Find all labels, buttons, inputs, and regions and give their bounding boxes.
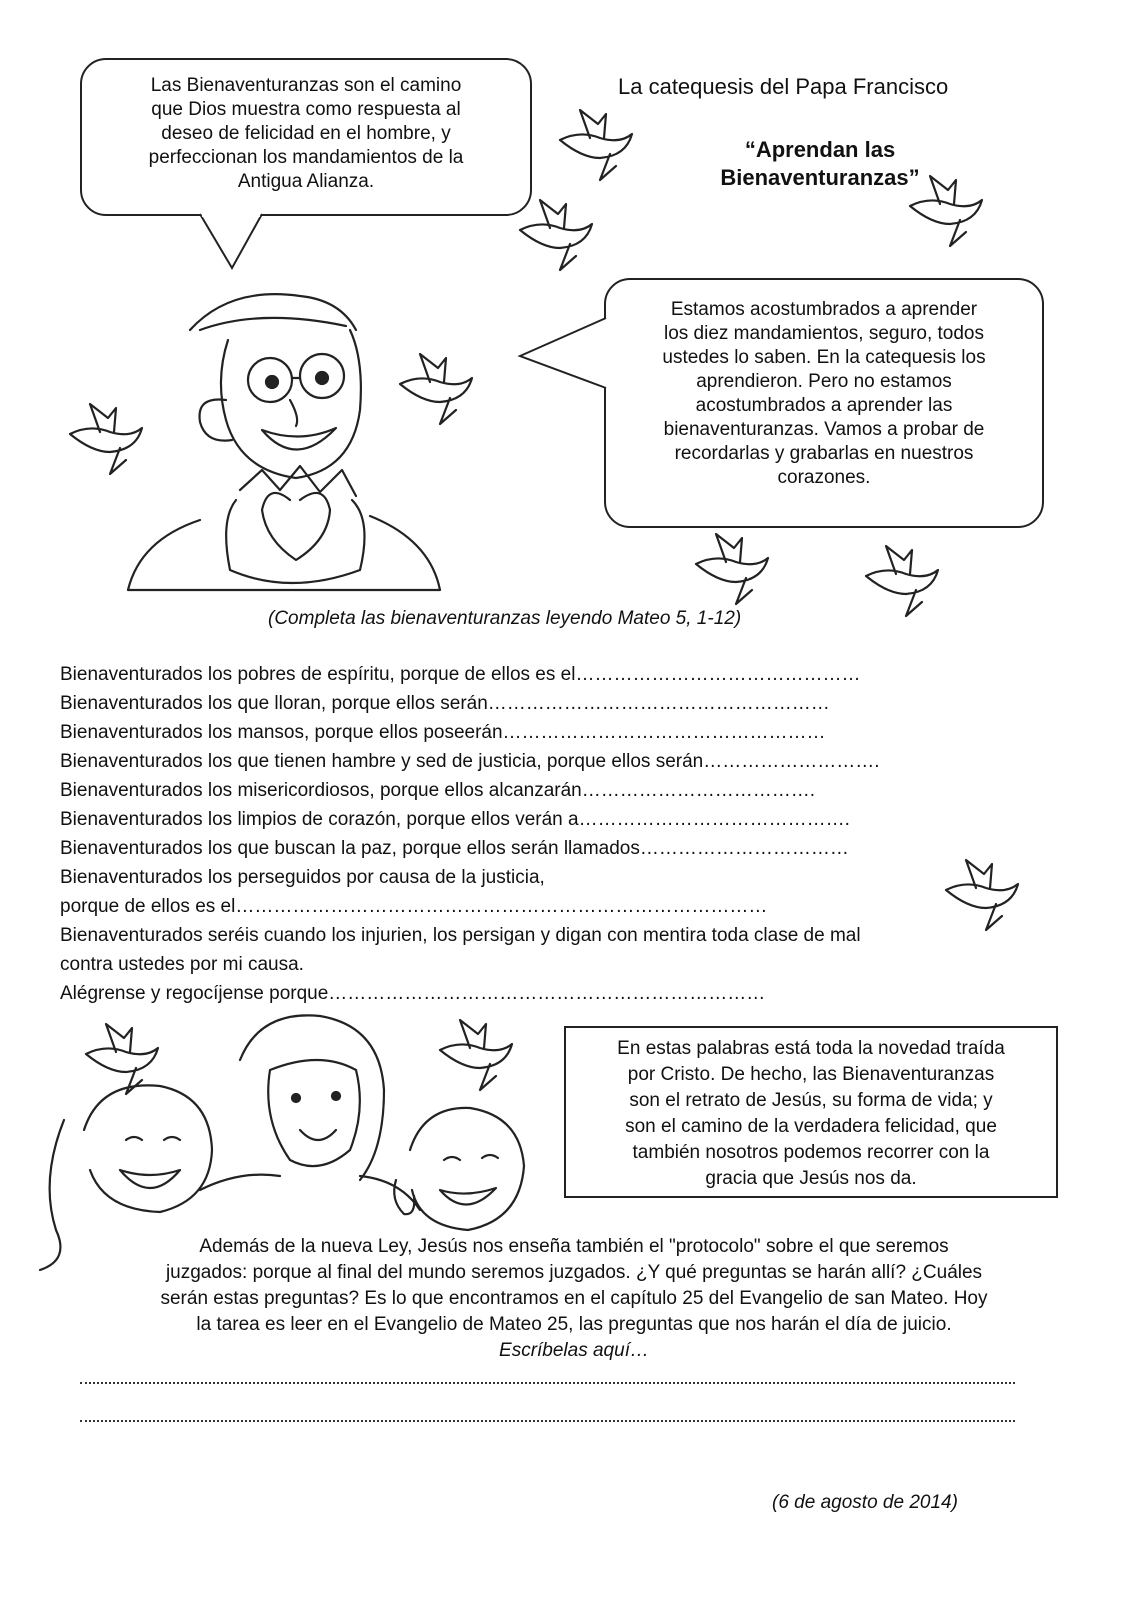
beatitude-line: Alégrense y regocíjense porque…………………………………………………………… xyxy=(60,983,766,1004)
bubble-top-line: Antigua Alianza. xyxy=(237,171,375,192)
dove-icon xyxy=(70,404,142,474)
bubble-pope-line: ustedes lo saben. En la catequesis los xyxy=(662,347,986,368)
page-title xyxy=(690,136,950,192)
dove-icon xyxy=(440,1020,512,1090)
bubble-pope-line: recordarlas y grabarlas en nuestros xyxy=(674,443,974,464)
closing-line: Además de la nueva Ley, Jesús nos enseña también el "protocolo" sobre el que seremos xyxy=(199,1236,949,1257)
bubble-top-line: deseo de felicidad en el hombre, y xyxy=(161,123,451,144)
dove-icon xyxy=(520,200,592,270)
dove-icon xyxy=(86,1024,158,1094)
highlight-box-line: son el retrato de Jesús, su forma de vida; y xyxy=(629,1090,993,1111)
dove-icon xyxy=(696,534,768,604)
instruction-text: (Completa las bienaventuranzas leyendo Mateo 5, 1-12) xyxy=(268,608,742,629)
jesus-children-illustration xyxy=(0,0,1,1)
closing-line: la tarea es leer en el Evangelio de Mateo 25, las preguntas que nos harán el día de juicio. xyxy=(196,1314,952,1335)
page-subtitle: La catequesis del Papa Francisco xyxy=(618,74,949,99)
beatitude-line: Bienaventurados los pobres de espíritu, porque de ellos es el……………………………………… xyxy=(60,664,861,685)
closing-line: juzgados: porque al final del mundo seremos juzgados. ¿Y qué preguntas se harán allí? ¿Cuáles xyxy=(165,1262,983,1283)
closing-prompt: Escríbelas aquí… xyxy=(499,1340,649,1361)
answer-line[interactable] xyxy=(80,1420,1015,1422)
dove-icon xyxy=(560,110,632,180)
beatitude-line: Bienaventurados los misericordiosos, porque ellos alcanzarán………………………………. xyxy=(60,780,816,801)
dove-icon xyxy=(400,354,472,424)
closing-line: serán estas preguntas? Es lo que encontramos en el capítulo 25 del Evangelio de san Mateo. Hoy xyxy=(160,1288,988,1309)
beatitude-line: Bienaventurados los que lloran, porque ellos serán……………………………………………… xyxy=(60,693,830,714)
page-title-line-1: “Aprendan las xyxy=(744,137,896,162)
bubble-top-line: Las Bienaventuranzas son el camino xyxy=(150,75,462,96)
highlight-box-line: por Cristo. De hecho, las Bienaventuranzas xyxy=(627,1064,995,1085)
dove-icon xyxy=(946,860,1018,930)
beatitude-line: Bienaventurados los que buscan la paz, porque ellos serán llamados…………………………… xyxy=(60,838,849,859)
beatitude-line: Bienaventurados los limpios de corazón, porque ellos verán a……………………………………. xyxy=(60,809,850,830)
speech-bubble-top xyxy=(80,58,532,216)
highlight-box-line: son el camino de la verdadera felicidad, que xyxy=(625,1116,997,1137)
beatitude-line: Bienaventurados seréis cuando los injurien, los persigan y digan con mentira toda clase de mal xyxy=(60,925,861,946)
bubble-top-line: perfeccionan los mandamientos de la xyxy=(148,147,464,168)
highlight-box-line: gracia que Jesús nos da. xyxy=(705,1168,917,1189)
page-title-line-2: Bienaventuranzas” xyxy=(720,165,920,190)
beatitude-line: Bienaventurados los que tienen hambre y sed de justicia, porque ellos serán………………………. xyxy=(60,751,880,772)
beatitude-line: porque de ellos es el………………………………………………………………………… xyxy=(60,896,768,917)
speech-bubble-pope xyxy=(604,278,1044,528)
bubble-pope-line: los diez mandamientos, seguro, todos xyxy=(663,323,984,344)
bubble-pope-line: corazones. xyxy=(777,467,871,488)
bubble-pope-line: bienaventuranzas. Vamos a probar de xyxy=(663,419,985,440)
bubble-top-line: que Dios muestra como respuesta al xyxy=(151,99,461,120)
date-text: (6 de agosto de 2014) xyxy=(772,1492,958,1513)
highlight-box-line: también nosotros podemos recorrer con la xyxy=(632,1142,990,1163)
bubble-pope-line: acostumbrados a aprender las xyxy=(695,395,953,416)
answer-line[interactable] xyxy=(80,1382,1015,1384)
beatitude-line: Bienaventurados los perseguidos por causa de la justicia, xyxy=(60,867,545,888)
dove-icon xyxy=(866,546,938,616)
bubble-pope-line: aprendieron. Pero no estamos xyxy=(696,371,952,392)
bubble-pope-line: Estamos acostumbrados a aprender xyxy=(670,299,978,320)
beatitude-line: contra ustedes por mi causa. xyxy=(60,954,304,975)
highlight-box xyxy=(564,1026,1058,1198)
closing-paragraph xyxy=(40,1234,1108,1364)
beatitude-line: Bienaventurados los mansos, porque ellos poseerán…………………………………………… xyxy=(60,722,826,743)
highlight-box-line: En estas palabras está toda la novedad traída xyxy=(617,1038,1005,1059)
